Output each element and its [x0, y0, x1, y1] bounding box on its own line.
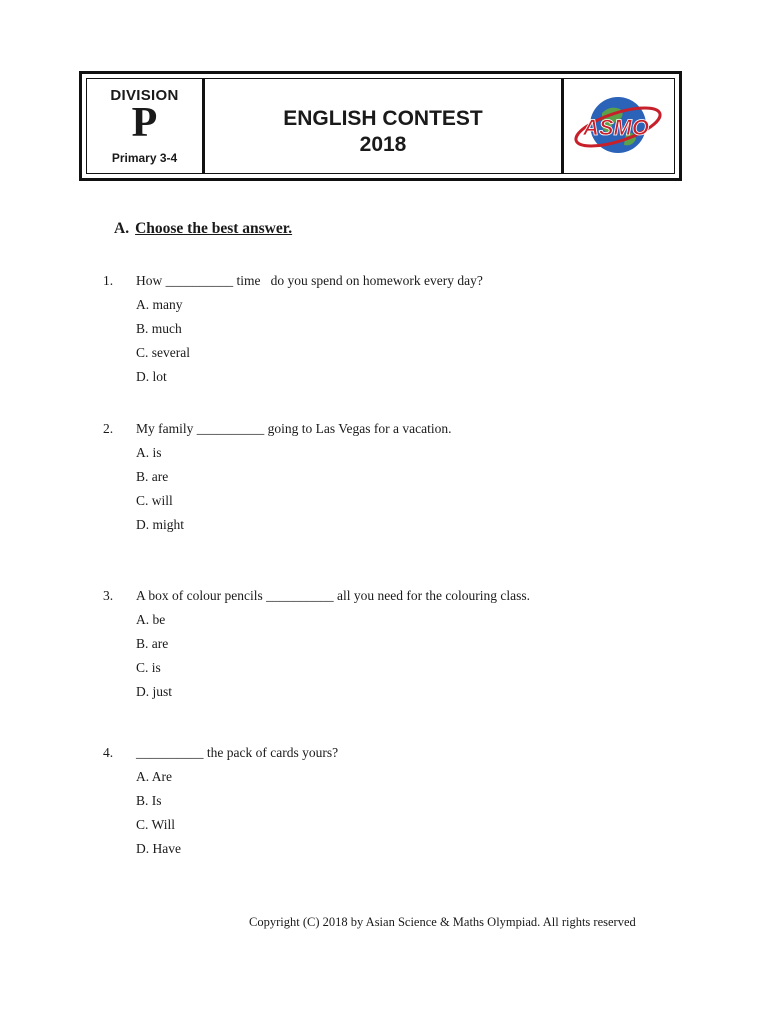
option-c[interactable]: C. Will: [136, 817, 175, 832]
option-b[interactable]: B. are: [136, 469, 169, 484]
option-b[interactable]: B. much: [136, 321, 182, 336]
option-a[interactable]: A. Are: [136, 769, 172, 784]
contest-year: 2018: [359, 133, 407, 156]
option-a[interactable]: A. is: [136, 445, 162, 460]
option-d[interactable]: D. just: [136, 684, 173, 699]
question-number: 4.: [103, 745, 114, 760]
division-subtitle: Primary 3-4: [111, 151, 178, 165]
question-text: A box of colour pencils __________ all you need for the colouring class.: [136, 588, 531, 603]
contest-title: ENGLISH CONTEST: [283, 107, 483, 130]
question-number: 1.: [103, 273, 114, 288]
header-inner: [86, 78, 675, 174]
option-b[interactable]: B. Is: [136, 793, 162, 808]
option-d[interactable]: D. might: [136, 517, 185, 532]
option-a[interactable]: A. be: [136, 612, 166, 627]
header-box: [79, 71, 682, 181]
option-d[interactable]: D. lot: [136, 369, 167, 384]
option-a[interactable]: A. many: [136, 297, 183, 312]
option-c[interactable]: C. several: [136, 345, 190, 360]
globe-logo-icon: [566, 83, 666, 171]
option-c[interactable]: C. is: [136, 660, 161, 675]
division-letter: P: [131, 100, 158, 146]
option-d[interactable]: D. Have: [136, 841, 181, 856]
question-text: How __________ time do you spend on homework every day?: [136, 273, 483, 288]
question-number: 2.: [103, 421, 114, 436]
option-b[interactable]: B. are: [136, 636, 169, 651]
logo-cell: [564, 79, 674, 173]
logo-text: ASMO: [583, 115, 649, 140]
question-text: __________ the pack of cards yours?: [136, 745, 339, 760]
contest-title-cell: [205, 79, 564, 173]
division-cell: [87, 79, 205, 173]
section-heading: [114, 220, 292, 238]
section-instruction: Choose the best answer.: [135, 220, 293, 237]
copyright-footer: Copyright (C) 2018 by Asian Science & Maths Olympiad. All rights reserved: [249, 915, 636, 929]
question-number: 3.: [103, 588, 114, 603]
section-label: A.: [114, 220, 130, 237]
division-label: DIVISION: [110, 87, 179, 104]
option-c[interactable]: C. will: [136, 493, 173, 508]
question-text: My family __________ going to Las Vegas for a vacation.: [136, 421, 452, 436]
